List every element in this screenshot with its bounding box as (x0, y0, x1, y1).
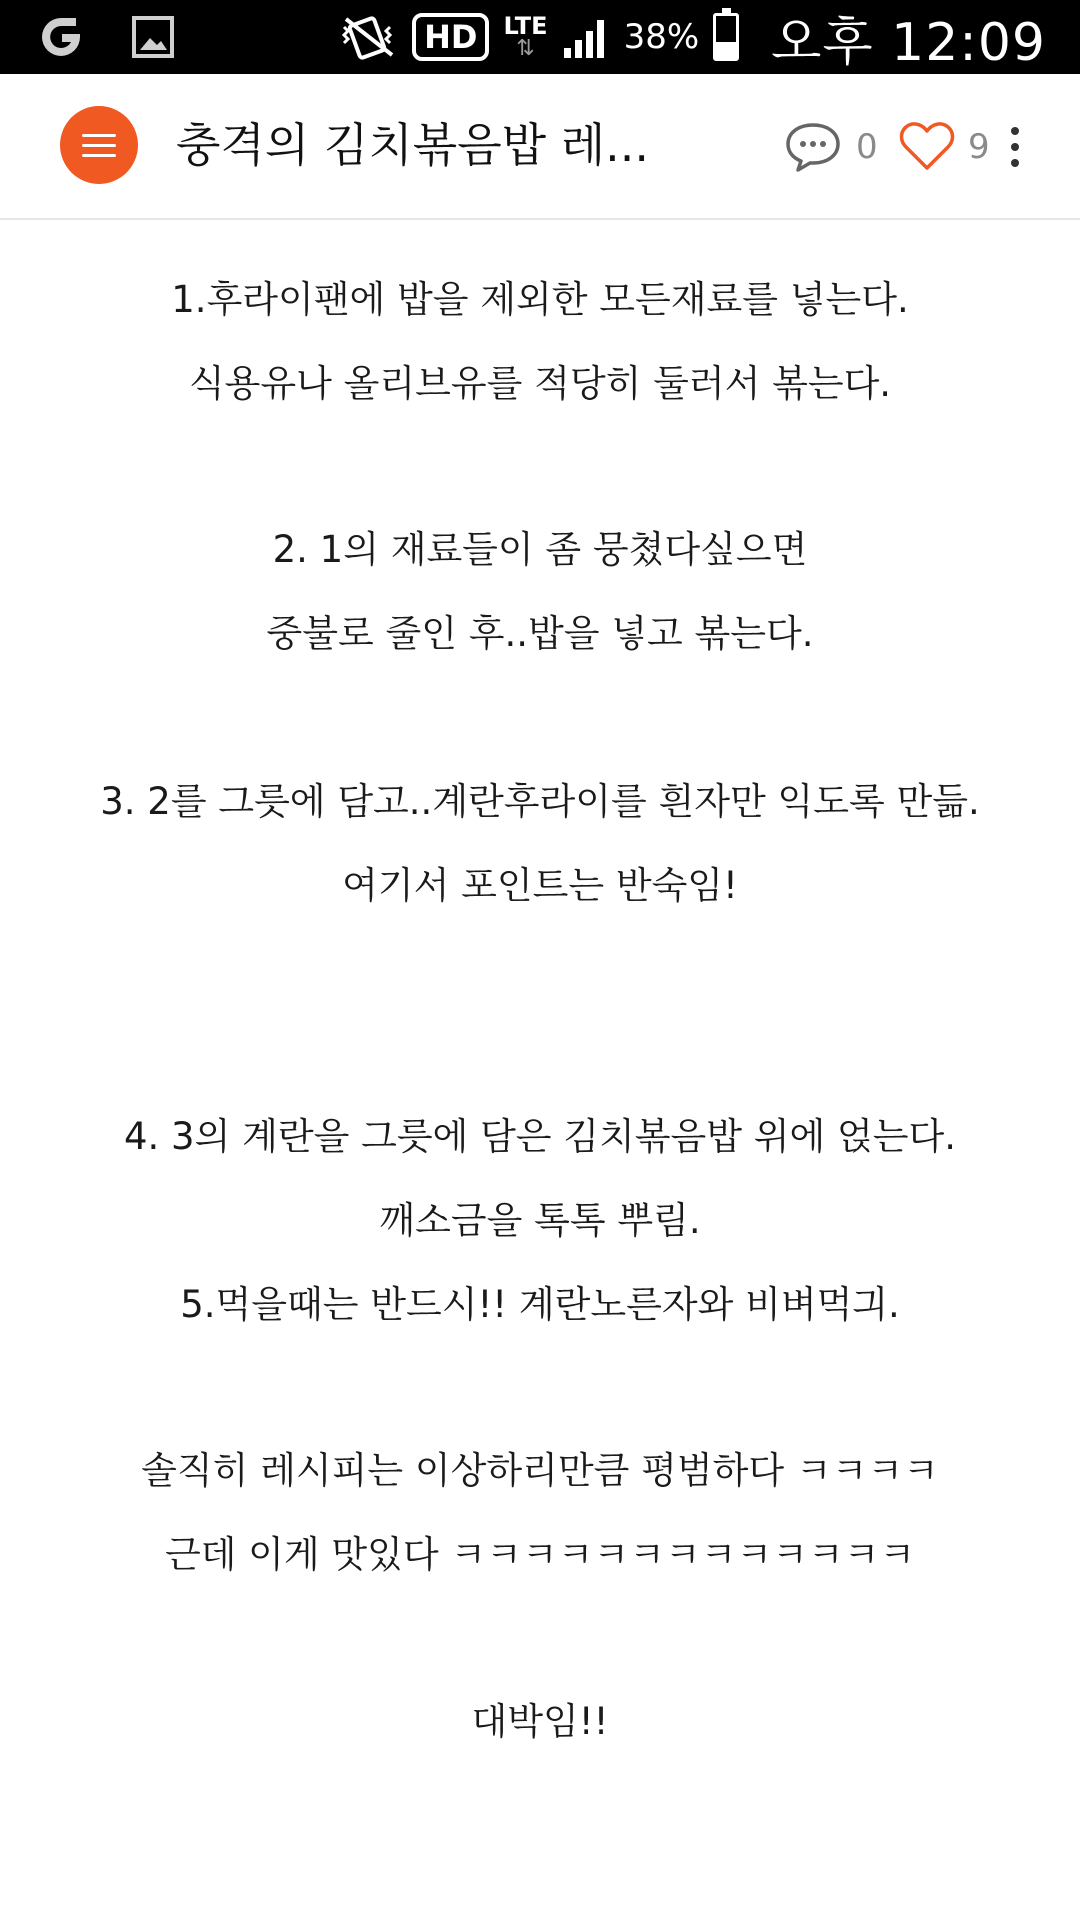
status-clock: 오후 12:09 (771, 12, 1046, 73)
body-line: 5.먹을때는 반드시!! 계란노른자와 비벼먹긔. (180, 1283, 900, 1326)
like-count: 9 (968, 127, 990, 167)
app-notification-icon (36, 12, 86, 62)
like-button[interactable] (898, 118, 990, 176)
comment-button[interactable] (784, 118, 878, 176)
body-line: 식용유나 올리브유를 적당히 둘러서 볶는다. (188, 362, 892, 405)
lte-label: LTE (503, 12, 548, 40)
battery-icon (713, 13, 739, 61)
body-line: 여기서 포인트는 반숙임! (342, 864, 738, 907)
heart-icon (898, 121, 956, 173)
hamburger-icon-line-bottom (82, 154, 116, 157)
body-line: 솔직히 레시피는 이상하리만큼 평범하다 ㅋㅋㅋㅋ (141, 1449, 939, 1492)
body-line: 대박임!! (471, 1700, 609, 1743)
more-options-button[interactable] (1000, 114, 1030, 180)
lte-data-icon (503, 14, 547, 60)
hd-voice-icon (412, 13, 489, 61)
hamburger-icon-line-middle (82, 144, 116, 147)
hd-label: HD (424, 18, 478, 56)
app-header (0, 74, 1080, 220)
body-line: 1.후라이팬에 밥을 제외한 모든재료를 넣는다. (171, 278, 909, 321)
more-vertical-icon-dot (1011, 143, 1019, 151)
data-arrows-icon: ⇅ (516, 36, 535, 61)
comment-count: 0 (856, 127, 878, 167)
more-vertical-icon-dot (1011, 127, 1019, 135)
status-bar-system (338, 0, 1046, 74)
signal-icon (562, 14, 610, 60)
body-line: 3. 2를 그릇에 담고..계란후라이를 흰자만 익도록 만듦. (100, 780, 980, 823)
status-bar-notifications (36, 10, 176, 64)
post-title: 충격의 김치볶음밥 레... (176, 118, 650, 172)
post-body (0, 220, 1080, 1920)
status-bar (0, 0, 1080, 74)
more-vertical-icon-dot (1011, 159, 1019, 167)
battery-level-fill (716, 42, 736, 58)
vibrate-icon (338, 13, 398, 61)
body-line: 2. 1의 재료들이 좀 뭉쳤다싶으면 (272, 528, 808, 571)
comment-bubble-icon (784, 121, 842, 173)
body-line: 중불로 줄인 후..밥을 넣고 볶는다. (266, 612, 814, 655)
menu-button[interactable] (60, 106, 138, 184)
gallery-notification-icon (130, 14, 176, 60)
body-line: 4. 3의 계란을 그릇에 담은 김치볶음밥 위에 얹는다. (123, 1115, 957, 1158)
body-line: 근데 이게 맛있다 ㅋㅋㅋㅋㅋㅋㅋㅋㅋㅋㅋㅋㅋ (164, 1533, 916, 1576)
hamburger-icon-line-top (82, 134, 116, 137)
body-line: 깨소금을 톡톡 뿌림. (379, 1199, 701, 1242)
battery-percent: 38% (623, 17, 700, 57)
